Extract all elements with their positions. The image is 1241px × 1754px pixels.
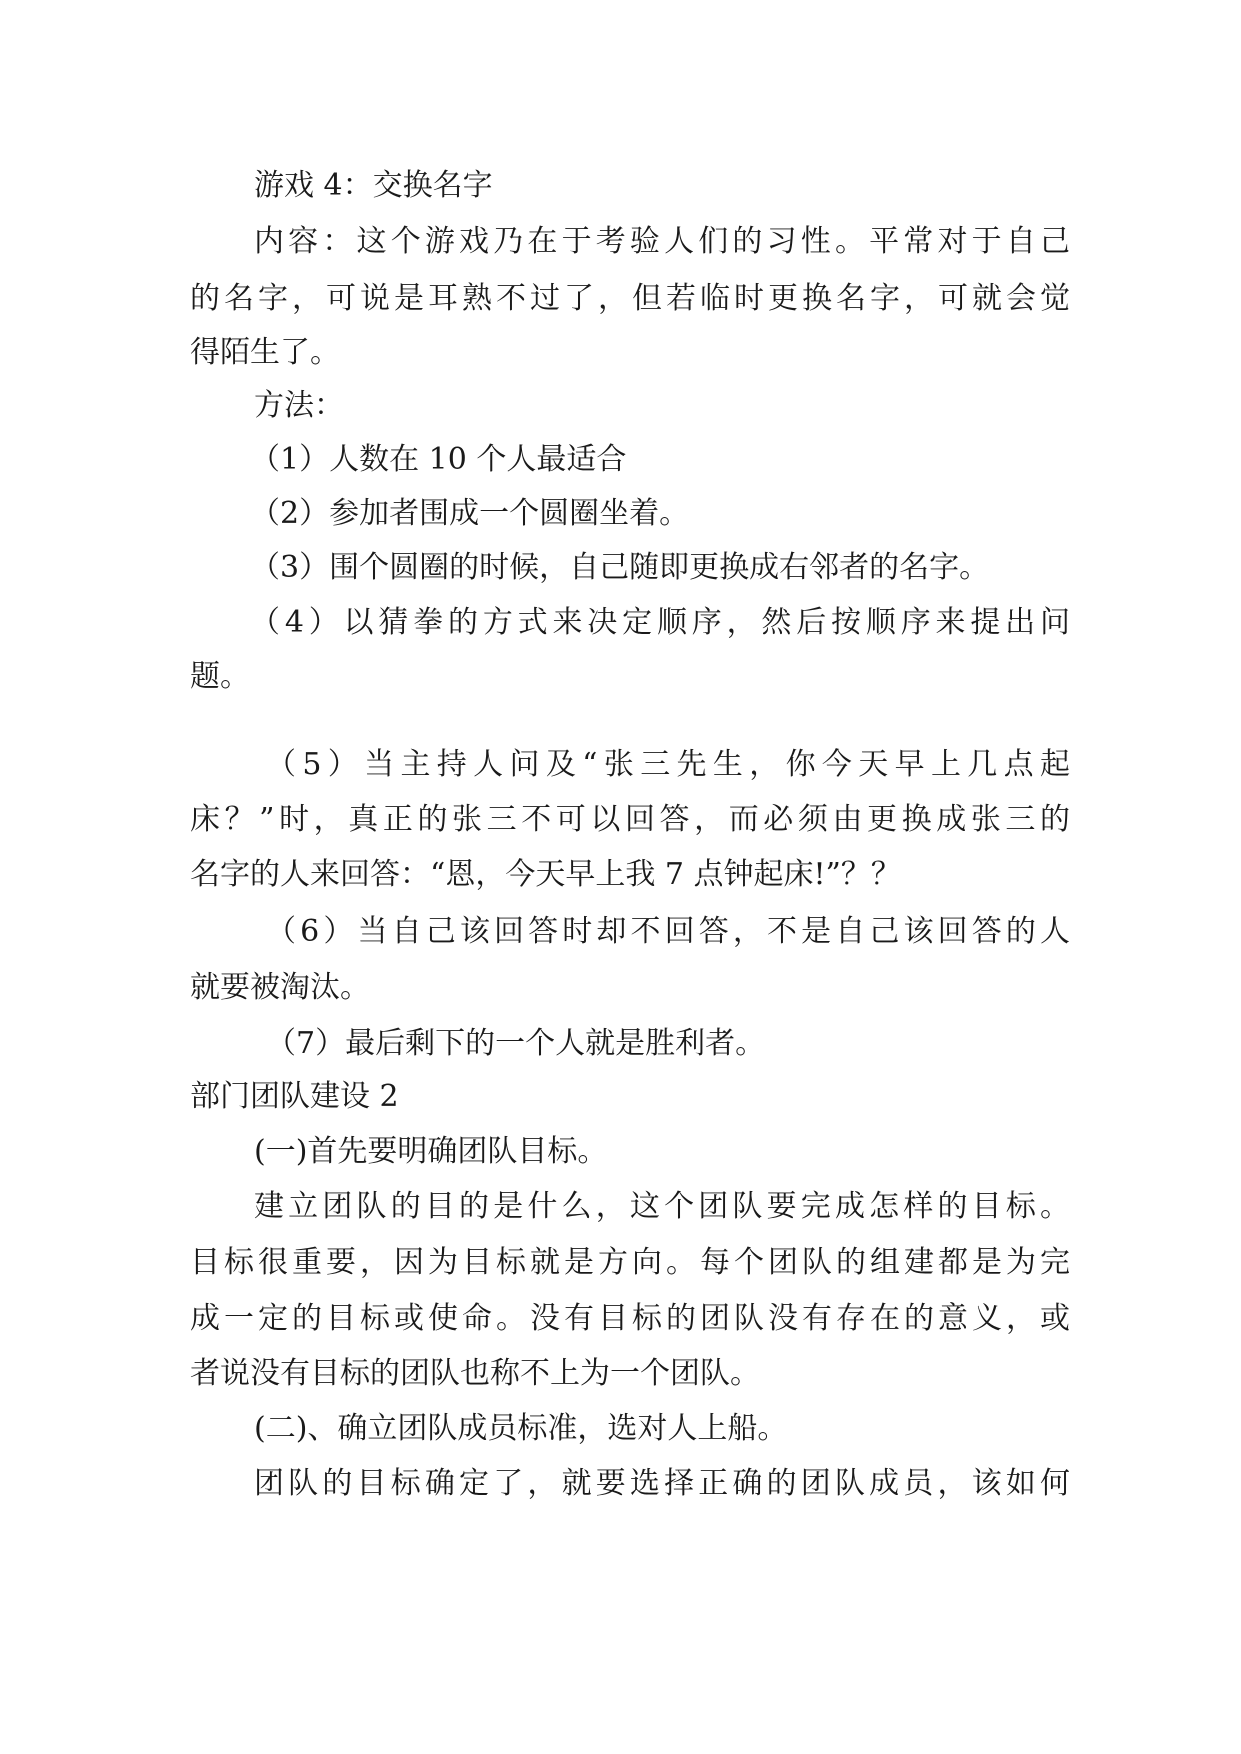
subsection-heading: (一)首先要明确团队目标。 (254, 1134, 608, 1169)
paragraph-line: 得陌生了。 (190, 335, 340, 370)
paragraph-line: 题。 (190, 659, 250, 694)
step-item: （3）围个圆圈的时候，自己随即更换成右邻者的名字。 (250, 550, 990, 585)
step-item: （7）最后剩下的一个人就是胜利者。 (266, 1026, 766, 1061)
paragraph-line: 床？”时，真正的张三不可以回答，而必须由更换成张三的 (190, 802, 1070, 837)
method-heading: 方法： (254, 388, 344, 423)
paragraph-line: 成一定的目标或使命。没有目标的团队没有存在的意义，或 (190, 1301, 1070, 1336)
paragraph-line: 内容：这个游戏乃在于考验人们的习性。平常对于自己 (254, 224, 1070, 259)
paragraph-line: 名字的人来回答：“恩，今天早上我 7 点钟起床!”？？ (190, 857, 901, 892)
step-item: （6）当自己该回答时却不回答，不是自己该回答的人 (266, 914, 1070, 949)
paragraph-line: 者说没有目标的团队也称不上为一个团队。 (190, 1356, 760, 1391)
paragraph-line: 目标很重要，因为目标就是方向。每个团队的组建都是为完 (190, 1245, 1070, 1280)
subsection-heading: (二)、确立团队成员标准，选对人上船。 (254, 1411, 788, 1446)
game-title: 游戏 4：交换名字 (254, 168, 493, 203)
paragraph-line: 团队的目标确定了，就要选择正确的团队成员，该如何 (254, 1466, 1070, 1501)
paragraph-line: 建立团队的目的是什么，这个团队要完成怎样的目标。 (254, 1189, 1070, 1224)
section-title: 部门团队建设 2 (190, 1079, 399, 1114)
paragraph-line: 的名字，可说是耳熟不过了，但若临时更换名字，可就会觉 (190, 281, 1070, 316)
step-item: （2）参加者围成一个圆圈坐着。 (250, 496, 690, 531)
step-item: （1）人数在 10 个人最适合 (250, 442, 627, 477)
step-item: （4）以猜拳的方式来决定顺序，然后按顺序来提出问 (250, 605, 1070, 640)
step-item: （5）当主持人问及“张三先生，你今天早上几点起 (266, 747, 1070, 782)
paragraph-line: 就要被淘汰。 (190, 970, 370, 1005)
